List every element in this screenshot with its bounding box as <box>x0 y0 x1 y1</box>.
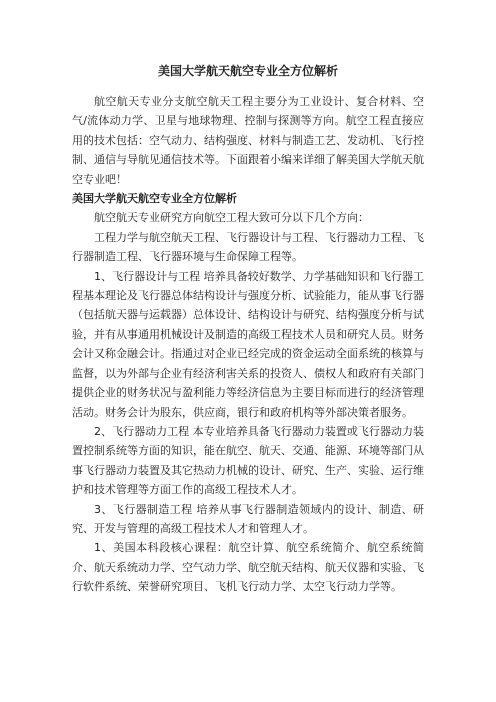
paragraph-aircraft-power: 2、飞行器动力工程 本专业培养具备飞行器动力装置或飞行器动力装置控制系统等方面的知识，能在航空、航天、交通、能源、环境等部门从事飞行器动力装置及其它热动力机械的设计、研究、生产、实验、运行维护和技术管理等方面工作的高级工程技术人才。 <box>72 424 424 497</box>
paragraph-aircraft-design: 1、飞行器设计与工程 培养具备较好数学、力学基础知识和飞行器工程基本理论及飞行器总体结构设计与强度分析、试验能力，能从事飞行器（包括航天器与运载器）总体设计、结构设计与研究、结构强度分析与试验，并有从事通用机械设计及制造的高级工程技术人员和研究人员。财务会计又称金融会计。指通过对企业已经完成的资金运动全面系统的核算与监督，以为外部与企业有经济利害关系的投资人、债权人和政府有关部门提供企业的财务状况与盈利能力等经济信息为主要目标而进行的经济管理活动。财务会计为股东，供应商，银行和政府机构等外部决策者服务。 <box>72 269 424 419</box>
paragraph-fields: 工程力学与航空航天工程、飞行器设计与工程、飞行器动力工程、飞行器制造工程、飞行器环境与生命保障工程等。 <box>72 230 424 264</box>
paragraph-aircraft-manufacturing: 3、飞行器制造工程 培养从事飞行器制造领域内的设计、制造、研究、开发与管理的高级工程技术人才和管理人才。 <box>72 502 424 535</box>
paragraph-directions: 航空航天专业研究方向航空工程大致可分以下几个方向： <box>94 211 369 225</box>
intro-paragraph: 航空航天专业分支航空航天工程主要分为工业设计、复合材料、空气/流体动力学、卫星与地球物理、控制与探测等方向。航空工程直接应用的技术包括：空气动力、结构强度、材料与制造工艺、发动机、飞行控制、通信与导航见通信技术等。下面跟着小编来详细了解美国大学航天航空专业吧！ <box>72 95 424 186</box>
document-title: 美国大学航天航空专业全方位解析 <box>157 64 338 78</box>
section-heading: 美国大学航天航空专业全方位解析 <box>72 192 237 206</box>
paragraph-core-courses: 1、美国本科段核心课程：航空计算、航空系统简介、航空系统简介、航天系统动力学、空气动力学、航空航天结构、航天仪器和实验、飞行软件系统、荣誉研究项目、飞机飞行动力学、太空飞行动力学等。 <box>72 541 424 594</box>
